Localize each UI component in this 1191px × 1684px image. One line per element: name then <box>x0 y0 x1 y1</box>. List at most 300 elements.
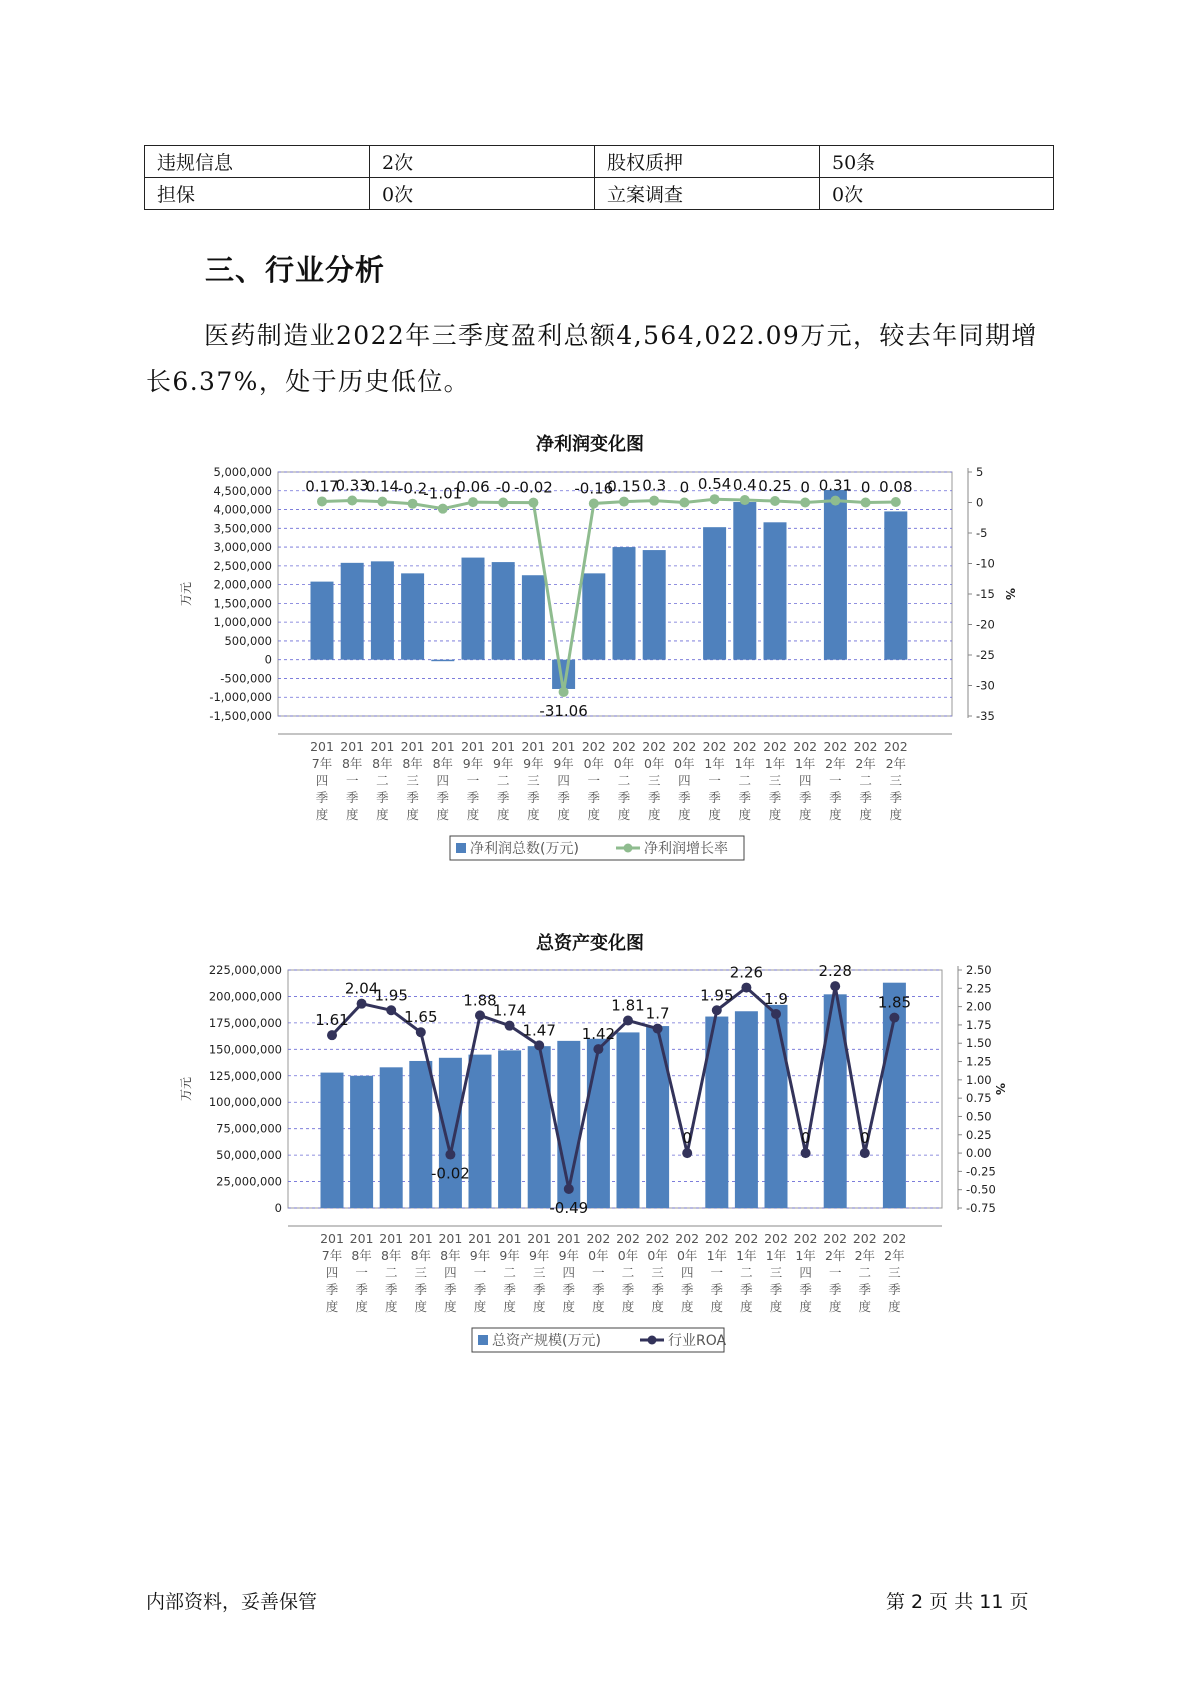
data-label: 0.15 <box>607 477 641 496</box>
line-point <box>347 495 357 505</box>
bar <box>498 1050 521 1208</box>
x-tick-label: 三 <box>889 773 903 788</box>
table-row <box>145 146 1054 178</box>
x-tick-label: 2年 <box>855 756 876 771</box>
y2-tick-label: 0.25 <box>966 1127 992 1142</box>
x-tick-label: 0年 <box>676 1248 698 1263</box>
y-tick-label: 5,000,000 <box>213 465 272 479</box>
x-tick-label: 202 <box>732 739 757 754</box>
data-label: 0 <box>800 478 810 497</box>
bar <box>469 1055 492 1208</box>
x-tick-label: 三 <box>406 773 419 788</box>
y-tick-label: 3,500,000 <box>213 521 272 536</box>
line-point <box>891 497 901 507</box>
x-tick-label: 度 <box>496 807 510 822</box>
x-tick-label: 度 <box>355 1299 368 1314</box>
line-point <box>653 1024 663 1034</box>
table-value-cell: 0次 <box>820 178 1054 210</box>
x-tick-label: 季 <box>678 790 691 805</box>
y2-tick-label: -0.50 <box>966 1182 996 1197</box>
y2-tick-label: -20 <box>976 617 995 632</box>
line-point <box>800 498 810 508</box>
x-tick-label: 度 <box>325 1299 339 1314</box>
x-tick-label: 季 <box>384 1282 398 1297</box>
y-axis-title: 万元 <box>179 1076 193 1102</box>
y2-tick-label: -30 <box>976 678 995 693</box>
x-tick-label: 度 <box>738 807 752 822</box>
x-tick-label: 1年 <box>706 1248 728 1263</box>
x-tick-label: 201 <box>310 739 334 754</box>
y-tick-label: 225,000,000 <box>208 963 282 977</box>
y-tick-label: -1,000,000 <box>209 690 272 705</box>
data-label: -0.16 <box>574 479 614 498</box>
data-label: 2.28 <box>818 962 852 981</box>
x-tick-label: 四 <box>680 1265 694 1280</box>
line-point <box>623 1016 633 1026</box>
x-tick-label: 三 <box>769 1265 783 1280</box>
section-heading: 三、行业分析 <box>205 253 386 287</box>
x-tick-label: 度 <box>799 1299 812 1314</box>
x-tick-label: 202 <box>882 1231 907 1246</box>
x-tick-label: 四 <box>325 1265 339 1280</box>
data-label: 0.33 <box>335 476 369 495</box>
x-tick-label: 201 <box>408 1231 433 1246</box>
x-tick-label: 度 <box>889 807 903 822</box>
x-tick-label: 201 <box>497 1231 522 1246</box>
x-tick-label: 季 <box>315 790 329 805</box>
line-point <box>682 1148 692 1158</box>
y-tick-label: 4,000,000 <box>213 502 272 517</box>
x-tick-label: 8年 <box>351 1248 372 1263</box>
x-tick-label: 季 <box>444 1282 457 1297</box>
bar <box>431 660 454 662</box>
x-tick-label: 四 <box>557 773 570 788</box>
x-tick-label: 度 <box>345 807 359 822</box>
x-tick-label: 季 <box>740 1282 753 1297</box>
x-tick-label: 二 <box>859 773 872 788</box>
line-point <box>317 496 327 506</box>
x-tick-label: 季 <box>768 790 782 805</box>
x-tick-label: 度 <box>436 807 450 822</box>
y-tick-label: 500,000 <box>224 633 272 648</box>
y-tick-label: 3,000,000 <box>213 540 272 555</box>
x-tick-label: 201 <box>340 739 365 754</box>
table-value-cell: 0次 <box>370 178 595 210</box>
x-tick-label: 一 <box>587 773 601 788</box>
line-point <box>534 1040 544 1050</box>
x-tick-label: 季 <box>829 790 842 805</box>
x-tick-label: 202 <box>672 739 697 754</box>
x-tick-label: 202 <box>763 739 787 754</box>
data-label: 1.65 <box>404 1008 438 1027</box>
data-label: 2.04 <box>344 979 379 998</box>
x-tick-label: 一 <box>828 1265 842 1280</box>
bar <box>341 563 364 660</box>
line-point <box>408 499 418 509</box>
bar <box>321 1073 344 1208</box>
x-tick-label: 2年 <box>825 756 846 771</box>
x-tick-label: 1年 <box>734 756 756 771</box>
bar <box>884 511 907 659</box>
x-tick-label: 三 <box>527 773 540 788</box>
data-label: 0.25 <box>758 476 792 495</box>
x-tick-label: 一 <box>355 1265 368 1280</box>
data-label: 1.61 <box>315 1011 349 1030</box>
x-tick-label: 四 <box>562 1265 576 1280</box>
x-tick-label: 201 <box>556 1231 581 1246</box>
bar <box>703 527 726 660</box>
bar <box>492 562 515 660</box>
x-tick-label: 201 <box>527 1231 552 1246</box>
y2-tick-label: 0.75 <box>966 1091 992 1106</box>
x-tick-label: 四 <box>436 773 450 788</box>
x-tick-label: 一 <box>708 773 721 788</box>
x-tick-label: 度 <box>617 807 631 822</box>
table-label-cell: 违规信息 <box>145 146 370 178</box>
x-tick-label: 季 <box>769 1282 783 1297</box>
x-tick-label: 202 <box>612 739 636 754</box>
x-tick-label: 季 <box>708 790 721 805</box>
data-label: 1.9 <box>764 989 788 1008</box>
x-tick-label: 度 <box>710 1299 724 1314</box>
line-point <box>649 496 659 506</box>
data-label: 1.95 <box>374 986 408 1005</box>
x-tick-label: 一 <box>829 773 842 788</box>
line-point <box>801 1148 811 1158</box>
x-tick-label: 201 <box>400 739 425 754</box>
x-tick-label: 201 <box>491 739 516 754</box>
x-tick-label: 季 <box>587 790 601 805</box>
y2-tick-label: 2.00 <box>966 999 992 1014</box>
line-point <box>679 498 689 508</box>
x-tick-label: 202 <box>642 739 667 754</box>
x-tick-label: 季 <box>436 790 450 805</box>
legend-swatch-point <box>624 844 633 853</box>
data-label: -0.2 <box>397 479 428 498</box>
x-tick-label: 9年 <box>499 1248 520 1263</box>
x-tick-label: 季 <box>889 790 903 805</box>
x-tick-label: 9年 <box>553 756 574 771</box>
table-value-cell: 2次 <box>370 146 595 178</box>
x-tick-label: 9年 <box>462 756 484 771</box>
y-tick-label: 0 <box>274 1201 282 1215</box>
line-point <box>619 497 629 507</box>
x-tick-label: 度 <box>592 1299 605 1314</box>
x-tick-label: 0年 <box>647 1248 668 1263</box>
x-tick-label: 度 <box>647 807 661 822</box>
x-tick-label: 202 <box>823 739 848 754</box>
bar <box>371 561 394 659</box>
x-tick-label: 度 <box>376 807 389 822</box>
data-label: 1.42 <box>581 1025 616 1044</box>
x-tick-label: 季 <box>562 1282 576 1297</box>
y2-tick-label: 2.25 <box>966 981 992 996</box>
x-tick-label: 度 <box>678 807 691 822</box>
y-tick-label: 125,000,000 <box>208 1068 282 1083</box>
x-tick-label: 季 <box>592 1282 605 1297</box>
x-tick-label: 201 <box>370 739 395 754</box>
y2-tick-label: -10 <box>976 556 995 571</box>
legend-swatch-bars <box>478 1335 488 1345</box>
x-tick-label: 季 <box>710 1282 724 1297</box>
line-point <box>830 496 840 506</box>
x-tick-label: 202 <box>645 1231 670 1246</box>
x-tick-label: 202 <box>823 1231 848 1246</box>
y-tick-label: 50,000,000 <box>216 1148 282 1163</box>
x-tick-label: 二 <box>376 773 389 788</box>
bar <box>439 1058 462 1208</box>
line-point <box>528 498 538 508</box>
x-tick-label: 0年 <box>613 756 635 771</box>
bar <box>582 573 605 659</box>
x-tick-label: 四 <box>315 773 329 788</box>
line-point <box>589 498 599 508</box>
x-tick-label: 201 <box>521 739 546 754</box>
y2-tick-label: -15 <box>976 587 995 601</box>
x-tick-label: 季 <box>503 1282 516 1297</box>
y2-axis-title: % <box>993 1082 1007 1096</box>
y-tick-label: 1,000,000 <box>213 615 272 630</box>
line-point <box>710 494 720 504</box>
x-tick-label: 季 <box>680 1282 694 1297</box>
x-tick-label: 度 <box>414 1299 428 1314</box>
x-tick-label: 季 <box>355 1282 368 1297</box>
y-tick-label: 25,000,000 <box>216 1174 282 1189</box>
x-tick-label: 季 <box>527 790 540 805</box>
x-tick-label: 8年 <box>402 756 423 771</box>
bar <box>380 1067 403 1208</box>
table-row <box>145 178 1054 210</box>
bar <box>350 1076 373 1208</box>
data-label: 2.26 <box>729 963 764 982</box>
y-tick-label: -500,000 <box>220 671 272 686</box>
x-tick-label: 0年 <box>674 756 695 771</box>
line-point <box>416 1027 426 1037</box>
x-tick-label: 201 <box>349 1231 374 1246</box>
x-tick-label: 度 <box>680 1299 694 1314</box>
x-tick-label: 度 <box>384 1299 398 1314</box>
x-tick-label: 201 <box>461 739 485 754</box>
data-label: 1.81 <box>611 996 645 1015</box>
x-tick-label: 季 <box>376 790 389 805</box>
table-label-cell: 立案调查 <box>595 178 820 210</box>
y2-tick-label: 5 <box>976 465 984 479</box>
line-point <box>475 1010 485 1020</box>
data-label: 1.74 <box>492 1001 527 1020</box>
x-tick-label: 度 <box>798 807 812 822</box>
x-tick-label: 二 <box>621 1265 635 1280</box>
x-tick-label: 季 <box>473 1282 487 1297</box>
x-tick-label: 一 <box>473 1265 487 1280</box>
x-tick-label: 季 <box>345 790 359 805</box>
legend-swatch-point <box>648 1336 657 1345</box>
x-tick-label: 202 <box>581 739 606 754</box>
y2-tick-label: -35 <box>976 709 995 723</box>
data-label: 0.17 <box>305 477 339 496</box>
x-tick-label: 202 <box>704 1231 729 1246</box>
data-label: -0.49 <box>549 1198 589 1217</box>
assets-chart-title: 总资产变化图 <box>536 933 644 954</box>
x-tick-label: 202 <box>853 739 878 754</box>
x-tick-label: 8年 <box>341 756 363 771</box>
x-tick-label: 7年 <box>321 1248 343 1263</box>
data-label: 0.31 <box>818 476 853 495</box>
x-tick-label: 季 <box>799 1282 812 1297</box>
y-tick-label: 2,000,000 <box>213 577 272 592</box>
x-tick-label: 9年 <box>469 1248 491 1263</box>
bar <box>765 1005 788 1208</box>
data-label: 0.4 <box>732 476 757 495</box>
legend-label: 净利润增长率 <box>644 841 728 857</box>
x-tick-label: 一 <box>466 773 480 788</box>
y2-axis-title: % <box>1003 587 1017 601</box>
line-point <box>357 999 367 1009</box>
line-point <box>445 1150 455 1160</box>
bar <box>528 1046 551 1208</box>
data-label: 0.08 <box>879 478 913 497</box>
x-tick-label: 度 <box>444 1299 457 1314</box>
x-tick-label: 三 <box>651 1265 664 1280</box>
line-point <box>889 1013 899 1023</box>
x-tick-label: 三 <box>888 1265 901 1280</box>
assets-chart <box>0 960 1191 1400</box>
profit-chart-title: 净利润变化图 <box>536 434 644 455</box>
x-tick-label: 202 <box>793 1231 818 1246</box>
x-tick-label: 度 <box>888 1299 901 1314</box>
line-point <box>468 497 478 507</box>
x-tick-label: 1年 <box>765 1248 787 1263</box>
x-tick-label: 201 <box>551 739 576 754</box>
bar <box>409 1061 432 1208</box>
bar <box>735 1011 758 1208</box>
x-tick-label: 度 <box>532 1299 546 1314</box>
data-label: -1.01 <box>423 484 463 503</box>
data-label: 0.14 <box>365 477 400 496</box>
x-tick-label: 度 <box>769 1299 783 1314</box>
x-tick-label: 四 <box>798 773 812 788</box>
y-tick-label: 200,000,000 <box>208 989 282 1004</box>
data-label: 0.06 <box>456 478 490 497</box>
legend-label: 行业ROA <box>668 1333 727 1349</box>
line-point <box>377 497 387 507</box>
data-label: 0 <box>679 478 690 497</box>
line-point <box>505 1021 515 1031</box>
y-axis-title: 万元 <box>179 581 193 607</box>
y-tick-label: 1,500,000 <box>213 596 272 611</box>
x-tick-label: 2年 <box>854 1248 876 1263</box>
x-tick-label: 0年 <box>588 1248 609 1263</box>
x-tick-label: 度 <box>562 1299 576 1314</box>
data-label: 1.85 <box>877 993 912 1012</box>
x-tick-label: 度 <box>768 807 782 822</box>
data-label: 1.7 <box>645 1004 670 1023</box>
line-point <box>327 1030 337 1040</box>
x-tick-label: 季 <box>858 1282 872 1297</box>
x-tick-label: 度 <box>527 807 540 822</box>
x-tick-label: 一 <box>710 1265 724 1280</box>
x-tick-label: 二 <box>384 1265 398 1280</box>
page-number: 第 2 页 共 11 页 <box>886 1591 1029 1613</box>
x-tick-label: 三 <box>647 773 661 788</box>
x-tick-label: 季 <box>617 790 631 805</box>
x-tick-label: 季 <box>798 790 812 805</box>
y2-tick-label: -25 <box>976 648 995 662</box>
data-label: 1.88 <box>463 991 497 1010</box>
x-tick-label: 202 <box>702 739 727 754</box>
x-tick-label: 季 <box>888 1282 901 1297</box>
profit-chart <box>0 460 1191 900</box>
x-tick-label: 度 <box>466 807 480 822</box>
y-tick-label: 2,500,000 <box>213 558 272 573</box>
x-tick-label: 二 <box>496 773 510 788</box>
line-point <box>438 504 448 514</box>
x-tick-label: 一 <box>345 773 359 788</box>
x-tick-label: 8年 <box>372 756 393 771</box>
x-tick-label: 季 <box>651 1282 664 1297</box>
x-tick-label: 二 <box>503 1265 516 1280</box>
data-label: -0 <box>495 478 511 497</box>
y2-tick-label: 1.00 <box>966 1072 992 1087</box>
bar <box>462 558 485 660</box>
x-tick-label: 二 <box>858 1265 872 1280</box>
bar <box>764 522 787 659</box>
y2-tick-label: 1.75 <box>966 1017 992 1032</box>
line-point <box>712 1005 722 1015</box>
x-tick-label: 度 <box>708 807 721 822</box>
x-tick-label: 四 <box>444 1265 457 1280</box>
x-tick-label: 季 <box>557 790 570 805</box>
y2-tick-label: 0.50 <box>966 1109 992 1124</box>
x-tick-label: 2年 <box>824 1248 846 1263</box>
x-tick-label: 8年 <box>432 756 454 771</box>
x-tick-label: 202 <box>793 739 818 754</box>
x-tick-label: 度 <box>406 807 419 822</box>
bar <box>522 575 545 659</box>
legend-label: 总资产规模(万元) <box>492 1333 601 1349</box>
x-tick-label: 202 <box>734 1231 759 1246</box>
x-tick-label: 9年 <box>492 756 514 771</box>
y2-tick-label: 0.00 <box>966 1146 992 1161</box>
x-tick-label: 8年 <box>410 1248 432 1263</box>
x-tick-label: 二 <box>740 1265 753 1280</box>
x-tick-label: 202 <box>764 1231 788 1246</box>
data-label: -0.02 <box>513 478 553 497</box>
x-tick-label: 2年 <box>884 1248 905 1263</box>
x-tick-label: 度 <box>503 1299 516 1314</box>
x-tick-label: 0年 <box>643 756 665 771</box>
x-tick-label: 度 <box>828 1299 842 1314</box>
x-tick-label: 度 <box>858 1299 872 1314</box>
x-tick-label: 9年 <box>558 1248 580 1263</box>
y2-tick-label: 1.25 <box>966 1054 992 1069</box>
y2-tick-label: 2.50 <box>966 963 992 977</box>
x-tick-label: 四 <box>678 773 691 788</box>
y-tick-label: 75,000,000 <box>216 1121 282 1136</box>
line-point <box>770 496 780 506</box>
line-point <box>386 1005 396 1015</box>
x-tick-label: 季 <box>532 1282 546 1297</box>
x-tick-label: 季 <box>828 1282 842 1297</box>
y2-tick-label: 0 <box>976 495 984 510</box>
line-point <box>860 1148 870 1158</box>
data-label: 1.47 <box>522 1021 556 1040</box>
table-label-cell: 股权质押 <box>595 146 820 178</box>
x-tick-label: 9年 <box>528 1248 550 1263</box>
x-tick-label: 202 <box>883 739 908 754</box>
x-tick-label: 1年 <box>764 756 786 771</box>
y2-tick-label: -0.25 <box>966 1164 996 1179</box>
x-tick-label: 201 <box>468 1231 492 1246</box>
